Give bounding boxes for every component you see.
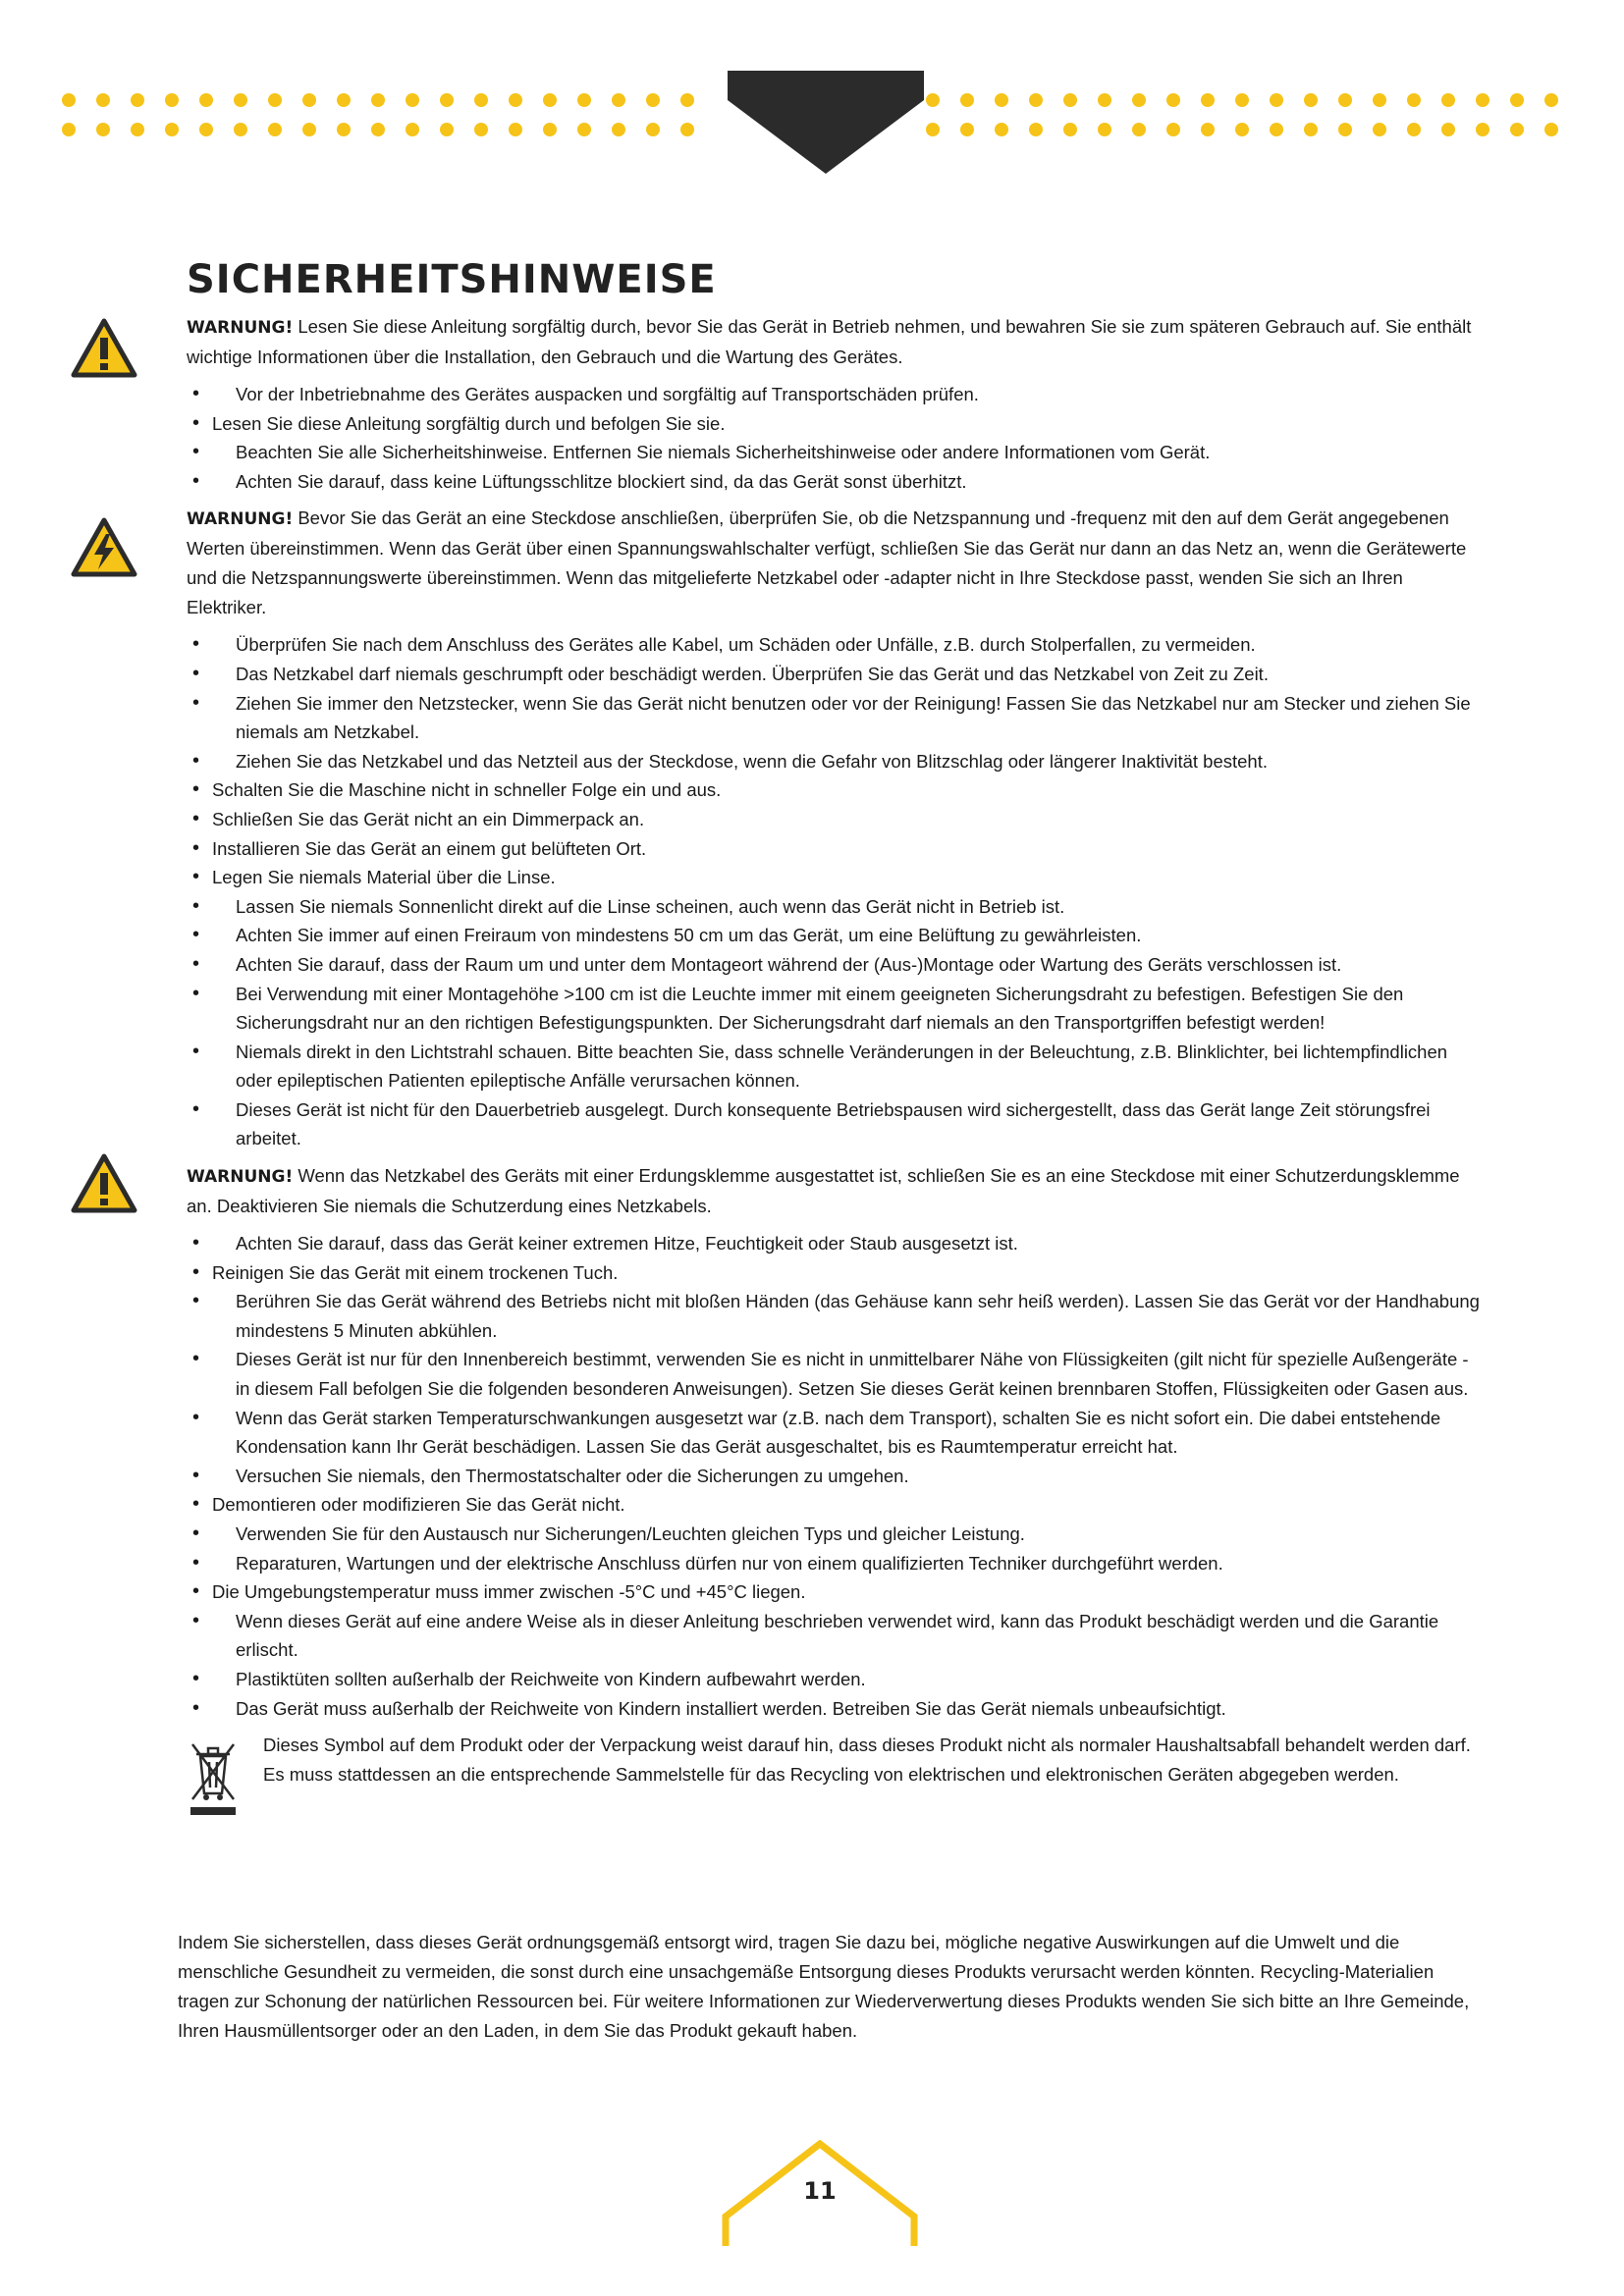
header-dot: [406, 123, 419, 136]
warning-exclamation-icon: [71, 318, 137, 379]
warning-section-electrical: [187, 504, 1483, 1153]
page-number: 11: [803, 2177, 837, 2205]
header-dot: [234, 123, 247, 136]
header-dot: [1544, 123, 1558, 136]
header-dot: [1407, 123, 1421, 136]
header-dot: [131, 93, 144, 107]
header-dot: [1304, 123, 1318, 136]
list-item: • Lesen Sie diese Anleitung sorgfältig durch und befolgen Sie sie.: [187, 409, 1483, 439]
header-dot: [509, 123, 522, 136]
warning-text-2: [187, 504, 1483, 622]
header-dot: [1098, 93, 1111, 107]
header-dot: [1235, 93, 1249, 107]
list-item: • Wenn das Gerät starken Temperaturschwankungen ausgesetzt war (z.B. nach dem Transport), schalten Sie es nicht sofort ein. Die dabei entstehende Kondensation kann Ihr Gerät beschädigen. Lassen Sie das Gerät ausgeschaltet, bis es Raumtemperatur erreicht hat.: [187, 1404, 1483, 1462]
header-dot: [612, 123, 625, 136]
list-item: • Beachten Sie alle Sicherheitshinweise. Entfernen Sie niemals Sicherheitshinweise oder andere Informationen vom Gerät.: [187, 438, 1483, 467]
header-dot: [577, 123, 591, 136]
header-dot: [474, 123, 488, 136]
header-dot: [165, 123, 179, 136]
header-dot: [440, 93, 454, 107]
list-item: • Überprüfen Sie nach dem Anschluss des Gerätes alle Kabel, um Schäden oder Unfälle, z.B. durch Stolperfallen, zu vermeiden.: [187, 630, 1483, 660]
header-dot: [337, 123, 351, 136]
bullet-list-2: [187, 630, 1483, 1153]
list-item: • Ziehen Sie das Netzkabel und das Netzteil aus der Steckdose, wenn die Gefahr von Blitzschlag oder längerer Inaktivität besteht.: [187, 747, 1483, 776]
list-item: • Dieses Gerät ist nicht für den Dauerbetrieb ausgelegt. Durch konsequente Betriebspausen wird sichergestellt, dass das Gerät lange Zeit störungsfrei arbeitet.: [187, 1095, 1483, 1153]
header-dot: [926, 93, 940, 107]
header-dot: [612, 93, 625, 107]
list-item: • Reinigen Sie das Gerät mit einem trockenen Tuch.: [187, 1258, 1483, 1288]
header-dot: [199, 123, 213, 136]
header-dot: [1201, 123, 1215, 136]
warning-body: Bevor Sie das Gerät an eine Steckdose anschließen, überprüfen Sie, ob die Netzspannung und -frequenz mit den auf dem Gerät angegebenen Werten übereinstimmen. Wenn das Gerät über einen Spannungswahlschalter verfügt, schließen Sie das Gerät nur dann an das Netz an, wenn die Gerätewerte und die Netzspannungswerte übereinstimmen. Wenn das mitgelieferte Netzkabel oder -adapter nicht in Ihre Steckdose passt, wenden Sie sich an Ihren Elektriker.: [187, 507, 1467, 618]
warning-exclamation-icon: [71, 1153, 137, 1214]
list-item: • Plastiktüten sollten außerhalb der Reichweite von Kindern aufbewahrt werden.: [187, 1665, 1483, 1694]
header-dot: [62, 93, 76, 107]
header-dot: [1063, 123, 1077, 136]
header-dot: [1235, 123, 1249, 136]
weee-section: [187, 1731, 1483, 1789]
list-item: • Schalten Sie die Maschine nicht in schneller Folge ein und aus.: [187, 775, 1483, 805]
header-dots-left: [59, 86, 727, 145]
header-dot: [926, 123, 940, 136]
list-item: • Das Gerät muss außerhalb der Reichweite von Kindern installiert werden. Betreiben Sie das Gerät niemals unbeaufsichtigt.: [187, 1694, 1483, 1724]
header-dot: [960, 93, 974, 107]
header-dot: [1338, 93, 1352, 107]
list-item: • Legen Sie niemals Material über die Linse.: [187, 863, 1483, 892]
list-item: • Vor der Inbetriebnahme des Gerätes auspacken und sorgfältig auf Transportschäden prüfen.: [187, 380, 1483, 409]
list-item: • Achten Sie darauf, dass keine Lüftungsschlitze blockiert sind, da das Gerät sonst überhitzt.: [187, 467, 1483, 497]
header-dot: [1270, 93, 1283, 107]
warning-section-general: [187, 312, 1483, 496]
header-dots-right: [923, 86, 1591, 145]
warning-text-3: [187, 1161, 1483, 1221]
list-item: • Installieren Sie das Gerät an einem gut belüfteten Ort.: [187, 834, 1483, 864]
list-item: • Schließen Sie das Gerät nicht an ein Dimmerpack an.: [187, 805, 1483, 834]
list-item: • Berühren Sie das Gerät während des Betriebs nicht mit bloßen Händen (das Gehäuse kann sehr heiß werden). Lassen Sie das Gerät vor der Handhabung mindestens 5 Minuten abkühlen.: [187, 1287, 1483, 1345]
header-dot: [131, 123, 144, 136]
page-title: SICHERHEITSHINWEISE: [187, 257, 717, 302]
header-dot: [1166, 93, 1180, 107]
warning-section-grounding: [187, 1161, 1483, 1723]
header-dot: [1441, 123, 1455, 136]
warning-body: Lesen Sie diese Anleitung sorgfältig durch, bevor Sie das Gerät in Betrieb nehmen, und bewahren Sie sie zum späteren Gebrauch auf. Sie enthält wichtige Informationen über die Installation, den Gebrauch und die Wartung des Gerätes.: [187, 316, 1472, 367]
header-dot: [1373, 123, 1386, 136]
header-dot: [509, 93, 522, 107]
weee-text: Dieses Symbol auf dem Produkt oder der Verpackung weist darauf hin, dass dieses Produkt nicht als normaler Haushaltsabfall behandelt werden darf. Es muss stattdessen an die entsprechende Sammelstelle für das Recycling von elektrischen und elektronischen Geräten abgegeben werden.: [263, 1735, 1471, 1786]
header-triangle: [728, 71, 924, 174]
header-dot: [577, 93, 591, 107]
list-item: • Wenn dieses Gerät auf eine andere Weise als in dieser Anleitung beschrieben verwendet wird, kann das Produkt beschädigt werden und die Garantie erlischt.: [187, 1607, 1483, 1665]
header-dot: [302, 123, 316, 136]
header-dot: [1029, 123, 1043, 136]
warning-body: Wenn das Netzkabel des Geräts mit einer Erdungsklemme ausgestattet ist, schließen Sie es an eine Steckdose mit einer Schutzerdungsklemme an. Deaktivieren Sie niemals die Schutzerdung eines Netzkabels.: [187, 1165, 1460, 1217]
header-dot: [1476, 123, 1489, 136]
list-item: • Bei Verwendung mit einer Montagehöhe >100 cm ist die Leuchte immer mit einem geeigneten Sicherungsdraht zu befestigen. Befestigen Sie den Sicherungsdraht nur an den richtigen Befestigungspunkten. Der Sicherungsdraht darf niemals an den Transportgriffen befestigt werden!: [187, 980, 1483, 1038]
list-item: • Achten Sie immer auf einen Freiraum von mindestens 50 cm um das Gerät, um eine Belüftung zu gewährleisten.: [187, 921, 1483, 950]
list-item: • Ziehen Sie immer den Netzstecker, wenn Sie das Gerät nicht benutzen oder vor der Reinigung! Fassen Sie das Netzkabel nur am Stecker und ziehen Sie niemals am Netzkabel.: [187, 689, 1483, 747]
header-dot: [646, 123, 660, 136]
header-dot: [302, 93, 316, 107]
header-dot: [1270, 123, 1283, 136]
list-item: • Das Netzkabel darf niemals geschrumpft oder beschädigt werden. Überprüfen Sie das Gerät und das Netzkabel von Zeit zu Zeit.: [187, 660, 1483, 689]
header-dot: [268, 93, 282, 107]
header-dot: [165, 93, 179, 107]
list-item: • Demontieren oder modifizieren Sie das Gerät nicht.: [187, 1490, 1483, 1520]
list-item: • Versuchen Sie niemals, den Thermostatschalter oder die Sicherungen zu umgehen.: [187, 1462, 1483, 1491]
list-item: • Achten Sie darauf, dass der Raum um und unter dem Montageort während der (Aus-)Montage oder Wartung des Geräts verschlossen ist.: [187, 950, 1483, 980]
header-dot: [1029, 93, 1043, 107]
list-item: • Achten Sie darauf, dass das Gerät keiner extremen Hitze, Feuchtigkeit oder Staub ausgesetzt ist.: [187, 1229, 1483, 1258]
header-dot: [1132, 93, 1146, 107]
bullet-list-3: [187, 1229, 1483, 1723]
header-dot: [1063, 93, 1077, 107]
weee-crossed-bin-icon: [187, 1736, 240, 1819]
header-dot: [543, 93, 557, 107]
header-dot: [474, 93, 488, 107]
header-dot: [371, 123, 385, 136]
list-item: • Niemals direkt in den Lichtstrahl schauen. Bitte beachten Sie, dass schnelle Veränderungen in der Beleuchtung, z.B. Blinklichter, bei lichtempfindlichen oder epileptischen Patienten epileptische Anfälle verursachen können.: [187, 1038, 1483, 1095]
header-dot: [1132, 123, 1146, 136]
header-dot: [1544, 93, 1558, 107]
warning-text-1: [187, 312, 1483, 372]
header-dot: [646, 93, 660, 107]
bullet-list-1: [187, 380, 1483, 496]
warning-label: WARNUNG!: [187, 318, 294, 338]
header-dot: [1510, 123, 1524, 136]
warning-label: WARNUNG!: [187, 1167, 294, 1188]
header-dot: [1407, 93, 1421, 107]
header-dot: [995, 123, 1008, 136]
list-item: • Dieses Gerät ist nur für den Innenbereich bestimmt, verwenden Sie es nicht in unmittelbarer Nähe von Flüssigkeiten (gilt nicht für spezielle Außengeräte - in diesem Fall befolgen Sie die folgenden besonderen Anweisungen). Setzen Sie dieses Gerät keinen brennbaren Stoffen, Flüssigkeiten oder Gasen aus.: [187, 1345, 1483, 1403]
header-dot: [199, 93, 213, 107]
header-dot: [371, 93, 385, 107]
header-dot: [1201, 93, 1215, 107]
header-dot: [995, 93, 1008, 107]
disposal-paragraph: Indem Sie sicherstellen, dass dieses Gerät ordnungsgemäß entsorgt wird, tragen Sie dazu bei, mögliche negative Auswirkungen auf die Umwelt und die menschliche Gesundheit zu vermeiden, die sonst durch eine unsachgemäße Entsorgung dieses Produkts verursacht werden könnten. Recycling-Materialien tragen zur Schonung der natürlichen Ressourcen bei. Für weitere Informationen zur Wiederverwertung dieses Produkts wenden Sie sich bitte an Ihre Gemeinde, Ihren Hausmüllentsorger oder an den Laden, in dem Sie das Produkt gekauft haben.: [178, 1931, 1470, 2041]
header-dot: [960, 123, 974, 136]
header-dot: [268, 123, 282, 136]
header-dot: [440, 123, 454, 136]
list-item: • Die Umgebungstemperatur muss immer zwischen -5°C und +45°C liegen.: [187, 1577, 1483, 1607]
header-dot: [1166, 123, 1180, 136]
header-dot: [234, 93, 247, 107]
safety-content: [187, 257, 1483, 1808]
header-dot: [680, 123, 694, 136]
header-dot: [680, 93, 694, 107]
header-dot: [96, 93, 110, 107]
header-dot: [406, 93, 419, 107]
list-item: • Lassen Sie niemals Sonnenlicht direkt auf die Linse scheinen, auch wenn das Gerät nicht in Betrieb ist.: [187, 892, 1483, 922]
header-dot: [1338, 123, 1352, 136]
header-dot: [62, 123, 76, 136]
list-item: • Reparaturen, Wartungen und der elektrische Anschluss dürfen nur von einem qualifizierten Techniker durchgeführt werden.: [187, 1549, 1483, 1578]
header-dot: [96, 123, 110, 136]
header-dot: [543, 123, 557, 136]
header-dot: [1098, 123, 1111, 136]
header-dot: [1476, 93, 1489, 107]
warning-electricity-icon: [71, 517, 137, 578]
header-dot: [1373, 93, 1386, 107]
header-dot: [337, 93, 351, 107]
header-dot: [1510, 93, 1524, 107]
header-dot: [1304, 93, 1318, 107]
warning-label: WARNUNG!: [187, 509, 294, 530]
list-item: • Verwenden Sie für den Austausch nur Sicherungen/Leuchten gleichen Typs und gleicher Leistung.: [187, 1520, 1483, 1549]
header-dot: [1441, 93, 1455, 107]
